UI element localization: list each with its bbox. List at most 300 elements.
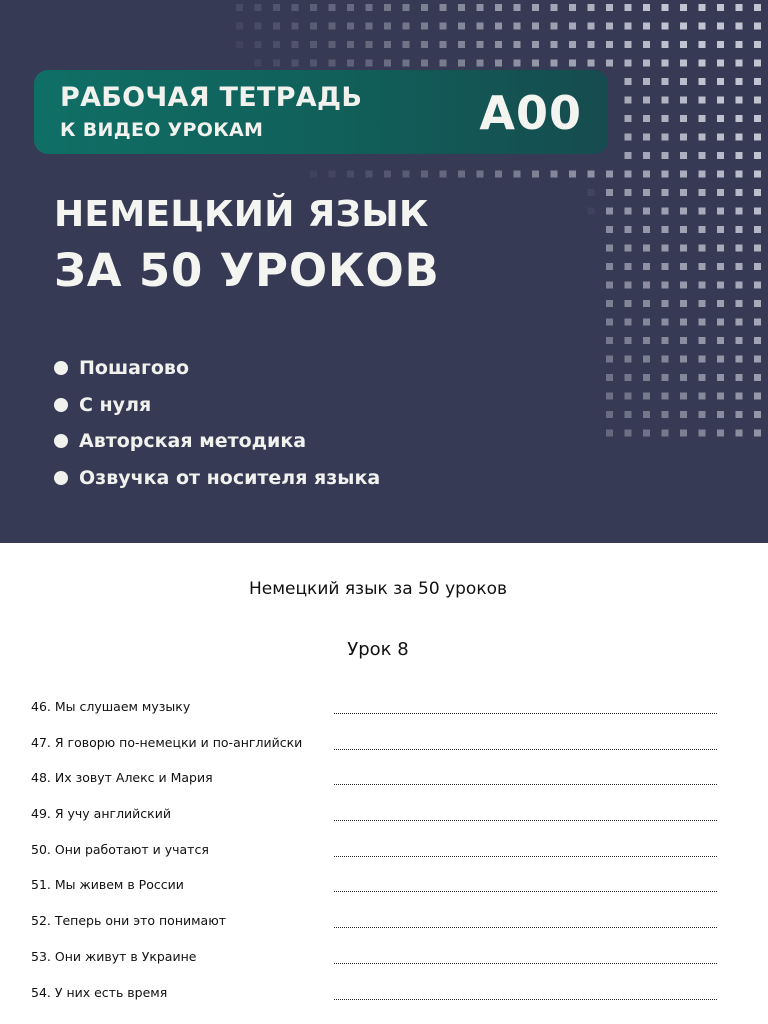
grid-dot: [662, 226, 669, 233]
grid-dot: [754, 78, 761, 85]
grid-dot: [310, 171, 317, 178]
grid-dot: [625, 4, 632, 11]
grid-dot: [699, 245, 706, 252]
grid-dot: [273, 60, 280, 67]
exercise-row: [0, 759, 768, 795]
lesson-title: Урок 8: [347, 639, 409, 660]
grid-dot: [717, 208, 724, 215]
answer-line: [334, 738, 717, 750]
grid-dot: [625, 152, 632, 159]
grid-dot: [699, 319, 706, 326]
grid-dot: [754, 374, 761, 381]
grid-dot: [643, 115, 650, 122]
feature-label: Озвучка от носителя языка: [79, 466, 381, 489]
grid-dot: [495, 4, 502, 11]
grid-dot: [569, 171, 576, 178]
grid-dot: [292, 41, 299, 48]
grid-dot: [625, 134, 632, 141]
grid-dot: [625, 319, 632, 326]
grid-dot: [643, 4, 650, 11]
exercise-prompt: 49. Я учу английский: [31, 806, 171, 822]
grid-dot: [625, 97, 632, 104]
grid-dot: [551, 60, 558, 67]
grid-dot: [643, 393, 650, 400]
grid-dot: [736, 393, 743, 400]
grid-dot: [384, 4, 391, 11]
grid-dot: [625, 245, 632, 252]
grid-dot: [292, 4, 299, 11]
grid-dot: [754, 245, 761, 252]
grid-dot: [754, 115, 761, 122]
grid-dot: [643, 411, 650, 418]
grid-dot: [477, 171, 484, 178]
grid-dot: [717, 337, 724, 344]
grid-dot: [699, 171, 706, 178]
grid-dot: [736, 430, 743, 437]
grid-dot: [662, 245, 669, 252]
exercise-prompt: 50. Они работают и учатся: [31, 841, 209, 857]
feature-item: [54, 423, 380, 460]
grid-dot: [477, 60, 484, 67]
grid-dot: [625, 356, 632, 363]
grid-dot: [754, 97, 761, 104]
grid-dot: [514, 41, 521, 48]
grid-dot: [699, 393, 706, 400]
grid-dot: [662, 60, 669, 67]
feature-label: Авторская методика: [79, 430, 307, 453]
grid-dot: [366, 4, 373, 11]
grid-dot: [495, 171, 502, 178]
grid-dot: [717, 115, 724, 122]
grid-dot: [625, 208, 632, 215]
grid-dot: [310, 23, 317, 30]
grid-dot: [736, 300, 743, 307]
grid-dot: [588, 60, 595, 67]
grid-dot: [754, 4, 761, 11]
grid-dot: [680, 300, 687, 307]
grid-dot: [680, 282, 687, 289]
banner-title: РАБОЧАЯ ТЕТРАДЬ: [60, 82, 363, 113]
grid-dot: [403, 171, 410, 178]
grid-dot: [458, 4, 465, 11]
grid-dot: [736, 208, 743, 215]
grid-dot: [699, 4, 706, 11]
grid-dot: [588, 4, 595, 11]
grid-dot: [754, 134, 761, 141]
grid-dot: [643, 356, 650, 363]
grid-dot: [699, 282, 706, 289]
grid-dot: [699, 60, 706, 67]
grid-dot: [532, 60, 539, 67]
grid-dot: [643, 226, 650, 233]
grid-dot: [588, 171, 595, 178]
grid-dot: [662, 4, 669, 11]
grid-dot: [699, 41, 706, 48]
grid-dot: [606, 171, 613, 178]
grid-dot: [717, 411, 724, 418]
grid-dot: [625, 23, 632, 30]
grid-dot: [754, 282, 761, 289]
grid-dot: [717, 4, 724, 11]
grid-dot: [680, 23, 687, 30]
grid-dot: [643, 189, 650, 196]
feature-item: [54, 387, 380, 424]
grid-dot: [717, 430, 724, 437]
grid-dot: [384, 60, 391, 67]
grid-dot: [699, 208, 706, 215]
grid-dot: [292, 60, 299, 67]
grid-dot: [736, 115, 743, 122]
grid-dot: [310, 4, 317, 11]
bullet-icon: [54, 398, 68, 412]
grid-dot: [680, 115, 687, 122]
grid-dot: [699, 430, 706, 437]
grid-dot: [643, 41, 650, 48]
grid-dot: [477, 23, 484, 30]
grid-dot: [569, 41, 576, 48]
grid-dot: [680, 245, 687, 252]
grid-dot: [680, 356, 687, 363]
grid-dot: [717, 97, 724, 104]
grid-dot: [477, 4, 484, 11]
grid-dot: [588, 41, 595, 48]
grid-dot: [606, 356, 613, 363]
grid-dot: [458, 171, 465, 178]
level-badge: A00: [479, 86, 582, 140]
grid-dot: [329, 4, 336, 11]
grid-dot: [606, 208, 613, 215]
grid-dot: [643, 78, 650, 85]
answer-line: [334, 809, 717, 821]
grid-dot: [625, 263, 632, 270]
grid-dot: [606, 4, 613, 11]
grid-dot: [754, 189, 761, 196]
feature-item: [54, 350, 380, 387]
grid-dot: [662, 41, 669, 48]
grid-dot: [569, 23, 576, 30]
grid-dot: [625, 393, 632, 400]
feature-item: [54, 460, 380, 497]
grid-dot: [662, 430, 669, 437]
grid-dot: [366, 41, 373, 48]
grid-dot: [717, 60, 724, 67]
grid-dot: [569, 60, 576, 67]
grid-dot: [329, 23, 336, 30]
grid-dot: [662, 282, 669, 289]
grid-dot: [680, 411, 687, 418]
grid-dot: [421, 60, 428, 67]
grid-dot: [569, 4, 576, 11]
grid-dot: [754, 41, 761, 48]
grid-dot: [255, 60, 262, 67]
grid-dot: [606, 282, 613, 289]
grid-dot: [736, 411, 743, 418]
grid-dot: [606, 245, 613, 252]
grid-dot: [255, 41, 262, 48]
exercise-prompt: 51. Мы живем в России: [31, 877, 184, 893]
grid-dot: [699, 78, 706, 85]
grid-dot: [736, 41, 743, 48]
grid-dot: [532, 41, 539, 48]
grid-dot: [643, 23, 650, 30]
grid-dot: [625, 60, 632, 67]
grid-dot: [736, 171, 743, 178]
grid-dot: [717, 171, 724, 178]
answer-line: [334, 702, 717, 714]
grid-dot: [643, 134, 650, 141]
grid-dot: [699, 300, 706, 307]
grid-dot: [736, 226, 743, 233]
grid-dot: [606, 374, 613, 381]
grid-dot: [736, 23, 743, 30]
grid-dot: [329, 41, 336, 48]
grid-dot: [366, 60, 373, 67]
grid-dot: [588, 23, 595, 30]
grid-dot: [662, 78, 669, 85]
grid-dot: [347, 23, 354, 30]
grid-dot: [236, 41, 243, 48]
grid-dot: [717, 356, 724, 363]
grid-dot: [680, 152, 687, 159]
grid-dot: [347, 171, 354, 178]
grid-dot: [717, 319, 724, 326]
exercise-row: [0, 688, 768, 724]
grid-dot: [662, 300, 669, 307]
grid-dot: [514, 4, 521, 11]
exercise-row: [0, 724, 768, 760]
grid-dot: [458, 41, 465, 48]
grid-dot: [662, 189, 669, 196]
grid-dot: [717, 41, 724, 48]
grid-dot: [255, 23, 262, 30]
grid-dot: [754, 337, 761, 344]
grid-dot: [717, 282, 724, 289]
cover-title-line2: ЗА 50 УРОКОВ: [54, 244, 440, 297]
grid-dot: [403, 23, 410, 30]
grid-dot: [736, 4, 743, 11]
exercise-prompt: 53. Они живут в Украине: [31, 948, 197, 964]
grid-dot: [662, 23, 669, 30]
grid-dot: [662, 411, 669, 418]
answer-line: [334, 880, 717, 892]
grid-dot: [680, 4, 687, 11]
grid-dot: [514, 171, 521, 178]
grid-dot: [255, 4, 262, 11]
grid-dot: [736, 60, 743, 67]
grid-dot: [717, 189, 724, 196]
grid-dot: [625, 41, 632, 48]
grid-dot: [514, 60, 521, 67]
exercise-prompt: 52. Теперь они это понимают: [31, 913, 227, 929]
grid-dot: [588, 208, 595, 215]
grid-dot: [551, 4, 558, 11]
grid-dot: [477, 41, 484, 48]
grid-dot: [625, 411, 632, 418]
grid-dot: [754, 60, 761, 67]
worksheet-title: Немецкий язык за 50 уроков: [248, 579, 508, 599]
grid-dot: [754, 208, 761, 215]
grid-dot: [699, 374, 706, 381]
grid-dot: [440, 23, 447, 30]
grid-dot: [699, 134, 706, 141]
feature-label: Пошагово: [79, 357, 190, 380]
grid-dot: [310, 60, 317, 67]
banner-subtitle: К ВИДЕО УРОКАМ: [60, 119, 264, 141]
grid-dot: [680, 78, 687, 85]
grid-dot: [643, 60, 650, 67]
grid-dot: [366, 171, 373, 178]
grid-dot: [625, 171, 632, 178]
grid-dot: [717, 393, 724, 400]
grid-dot: [643, 430, 650, 437]
grid-dot: [532, 23, 539, 30]
grid-dot: [495, 41, 502, 48]
grid-dot: [680, 97, 687, 104]
grid-dot: [421, 4, 428, 11]
grid-dot: [273, 4, 280, 11]
grid-dot: [699, 189, 706, 196]
exercise-row: [0, 831, 768, 867]
grid-dot: [680, 337, 687, 344]
grid-dot: [606, 393, 613, 400]
grid-dot: [625, 374, 632, 381]
grid-dot: [532, 171, 539, 178]
grid-dot: [662, 356, 669, 363]
grid-dot: [662, 171, 669, 178]
grid-dot: [292, 23, 299, 30]
grid-dot: [662, 263, 669, 270]
grid-dot: [680, 374, 687, 381]
grid-dot: [625, 78, 632, 85]
grid-dot: [625, 300, 632, 307]
grid-dot: [717, 374, 724, 381]
grid-dot: [514, 23, 521, 30]
grid-dot: [736, 356, 743, 363]
grid-dot: [662, 374, 669, 381]
grid-dot: [421, 41, 428, 48]
grid-dot: [347, 41, 354, 48]
grid-dot: [662, 115, 669, 122]
exercise-row: [0, 795, 768, 831]
grid-dot: [736, 97, 743, 104]
exercise-row: [0, 902, 768, 938]
answer-line: [334, 952, 717, 964]
grid-dot: [754, 226, 761, 233]
grid-dot: [625, 282, 632, 289]
grid-dot: [421, 171, 428, 178]
grid-dot: [717, 226, 724, 233]
grid-dot: [699, 115, 706, 122]
grid-dot: [495, 23, 502, 30]
grid-dot: [717, 245, 724, 252]
grid-dot: [754, 319, 761, 326]
grid-dot: [643, 374, 650, 381]
exercise-row: [0, 866, 768, 902]
grid-dot: [736, 337, 743, 344]
grid-dot: [699, 226, 706, 233]
grid-dot: [606, 319, 613, 326]
grid-dot: [643, 97, 650, 104]
grid-dot: [384, 41, 391, 48]
exercise-row: [0, 938, 768, 974]
grid-dot: [403, 60, 410, 67]
grid-dot: [699, 152, 706, 159]
grid-dot: [606, 60, 613, 67]
grid-dot: [606, 300, 613, 307]
grid-dot: [736, 189, 743, 196]
grid-dot: [440, 60, 447, 67]
grid-dot: [717, 78, 724, 85]
grid-dot: [680, 393, 687, 400]
grid-dot: [421, 23, 428, 30]
grid-dot: [403, 41, 410, 48]
exercise-row: [0, 974, 768, 1010]
grid-dot: [625, 115, 632, 122]
grid-dot: [680, 189, 687, 196]
grid-dot: [458, 23, 465, 30]
grid-dot: [440, 171, 447, 178]
grid-dot: [606, 41, 613, 48]
grid-dot: [625, 189, 632, 196]
grid-dot: [329, 60, 336, 67]
grid-dot: [717, 23, 724, 30]
grid-dot: [625, 337, 632, 344]
grid-dot: [736, 134, 743, 141]
bullet-icon: [54, 434, 68, 448]
grid-dot: [366, 23, 373, 30]
grid-dot: [699, 263, 706, 270]
grid-dot: [643, 245, 650, 252]
grid-dot: [754, 356, 761, 363]
grid-dot: [754, 393, 761, 400]
grid-dot: [736, 282, 743, 289]
exercise-prompt: 47. Я говорю по-немецки и по-английски: [31, 734, 303, 750]
grid-dot: [680, 226, 687, 233]
grid-dot: [606, 189, 613, 196]
grid-dot: [606, 23, 613, 30]
grid-dot: [717, 300, 724, 307]
grid-dot: [347, 4, 354, 11]
grid-dot: [384, 171, 391, 178]
grid-dot: [680, 60, 687, 67]
grid-dot: [403, 4, 410, 11]
grid-dot: [643, 208, 650, 215]
grid-dot: [643, 282, 650, 289]
grid-dot: [717, 263, 724, 270]
grid-dot: [717, 134, 724, 141]
grid-dot: [754, 171, 761, 178]
grid-dot: [236, 4, 243, 11]
grid-dot: [754, 300, 761, 307]
grid-dot: [643, 319, 650, 326]
grid-dot: [643, 300, 650, 307]
grid-dot: [680, 208, 687, 215]
answer-line: [334, 988, 717, 1000]
grid-dot: [606, 411, 613, 418]
grid-dot: [662, 337, 669, 344]
grid-dot: [495, 60, 502, 67]
grid-dot: [310, 41, 317, 48]
answer-line: [334, 916, 717, 928]
exercise-list: [0, 688, 768, 1009]
grid-dot: [680, 430, 687, 437]
grid-dot: [662, 152, 669, 159]
grid-dot: [236, 23, 243, 30]
grid-dot: [440, 4, 447, 11]
grid-dot: [699, 411, 706, 418]
grid-dot: [273, 41, 280, 48]
cover-title-line1: НЕМЕЦКИЙ ЯЗЫК: [54, 194, 429, 235]
